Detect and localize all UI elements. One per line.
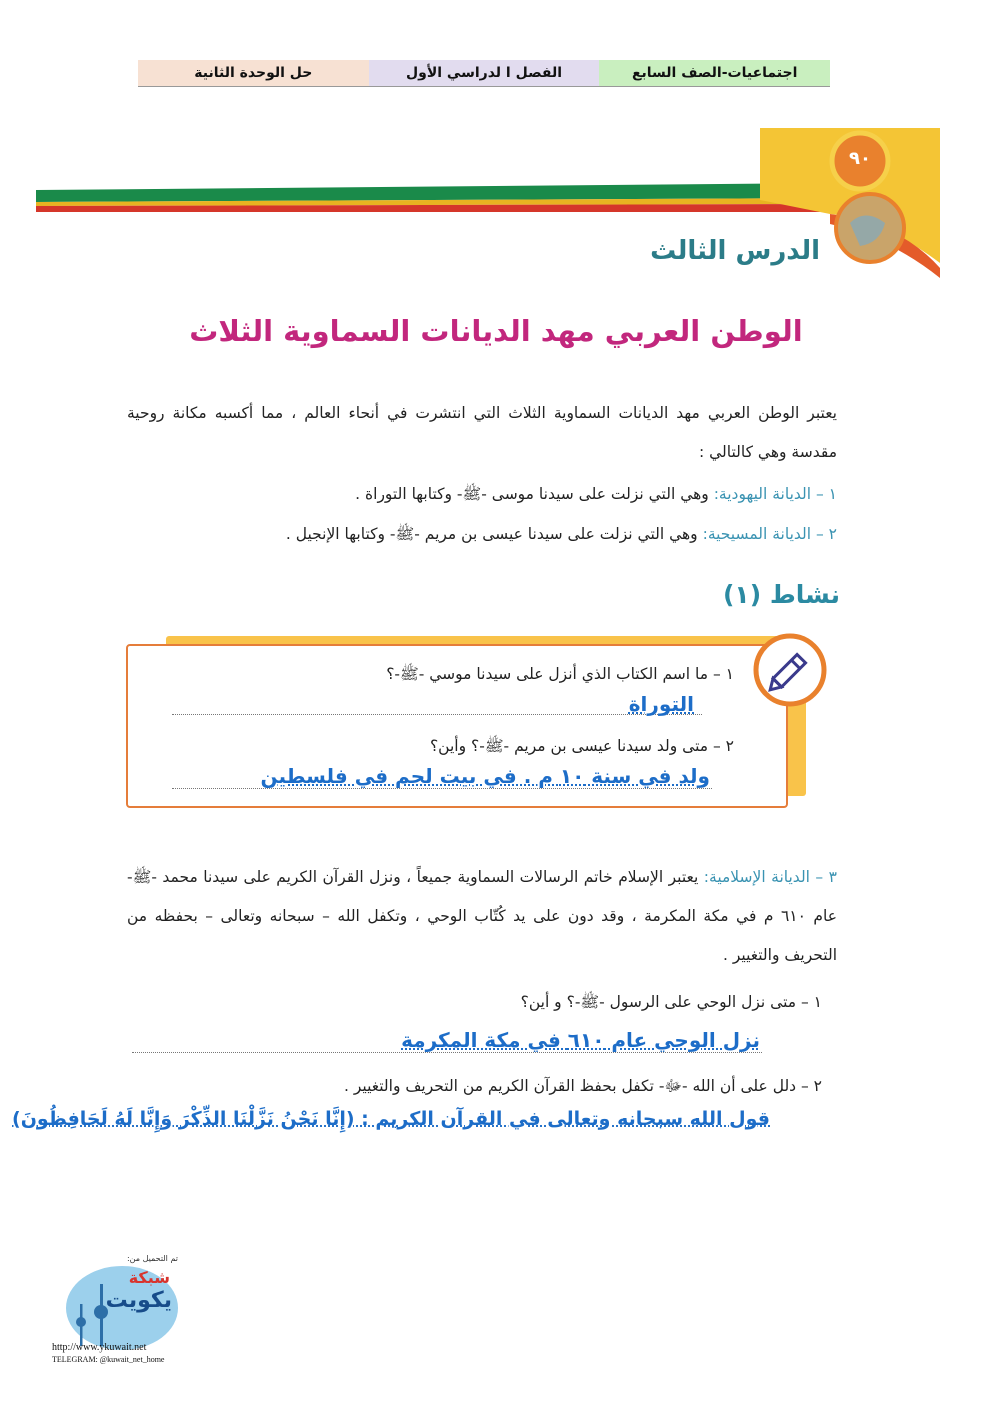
activity-a1: التوراة: [628, 692, 694, 716]
watermark-url: http://www.ykuwait.net: [52, 1342, 147, 1353]
watermark-name-1: شبكة: [128, 1268, 170, 1287]
watermark-top-text: تم التحميل من:: [126, 1254, 178, 1263]
religion-christianity-label: ٢ – الديانة المسيحية:: [702, 525, 837, 543]
activity-q1: ١ – ما اسم الكتاب الذي أنزل على سيدنا موسي -ﷺ-؟: [386, 665, 734, 683]
activity-a2-line: [172, 788, 712, 789]
activity-q2: ٢ – متى ولد سيدنا عيسى بن مريم -ﷺ-؟ وأين؟: [429, 737, 734, 755]
header-bar: [138, 60, 830, 87]
site-watermark: [52, 1254, 182, 1374]
religion-judaism-text: وهي التي نزلت على سيدنا موسى -ﷺ- وكتابها التوراة .: [355, 485, 714, 503]
watermark-telegram: TELEGRAM: @kuwait_net_home: [52, 1355, 165, 1364]
activity-a2: ولد في سنة ١٠ م . في بيت لحم في فلسطين: [260, 764, 710, 788]
lesson-title: الوطن العربي مهد الديانات السماوية الثلاث: [189, 314, 803, 348]
islam-q1: ١ – متى نزل الوحي على الرسول -ﷺ-؟ و أين؟: [520, 993, 822, 1011]
pencil-icon: [750, 630, 830, 710]
islam-label: ٣ – الديانة الإسلامية:: [703, 868, 837, 886]
islam-a1: نزل الوحي عام ٦١٠ في مكة المكرمة: [401, 1028, 760, 1052]
activity-title: نشاط (١): [722, 580, 840, 609]
religion-christianity-text: وهي التي نزلت على سيدنا عيسى بن مريم -ﷺ- وكتابها الإنجيل .: [285, 525, 703, 543]
religion-judaism-label: ١ – الديانة اليهودية:: [713, 485, 837, 503]
religion-judaism: [355, 484, 837, 507]
islam-paragraph: [127, 858, 837, 974]
islam-a2: قول الله سبحانه وتعالى في القرآن الكريم : (إِنَّا نَحْنُ نَزَّلْنَا الذِّكْرَ وَإِنَّا لَهُ لَحَافِظُونَ): [12, 1108, 770, 1130]
header-subject: اجتماعيات-الصف السابع: [599, 60, 830, 86]
header-term: الفصل ا لدراسي الأول: [369, 60, 600, 86]
page-number: ٩٠: [849, 148, 871, 169]
watermark-name-2: يكويت: [105, 1288, 172, 1313]
islam-a1-line: [132, 1052, 762, 1053]
islam-text: يعتبر الإسلام خاتم الرسالات السماوية جميعاً ، ونزل القرآن الكريم على سيدنا محمد -ﷺ- عام ٦١٠ م في مكة المكرمة ، وقد دون على يد كُتّاب الوحي ، وتكفل الله – سبحانه وتعالى – بحفظه من التحريف والتغيير .: [127, 868, 837, 964]
intro-paragraph: يعتبر الوطن العربي مهد الديانات السماوية الثلاث التي انتشرت في أنحاء العالم ، مما أكسبه مكانة روحية مقدسة وهي كالتالي :: [127, 404, 837, 461]
lesson-label: الدرس الثالث: [650, 236, 820, 266]
islam-q2: ٢ – دلل على أن الله -ﷻ- تكفل بحفظ القرآن الكريم من التحريف والتغيير .: [344, 1077, 822, 1095]
religion-christianity: [286, 524, 837, 547]
header-unit: حل الوحدة الثانية: [138, 60, 369, 86]
activity-a1-line: [172, 714, 702, 715]
